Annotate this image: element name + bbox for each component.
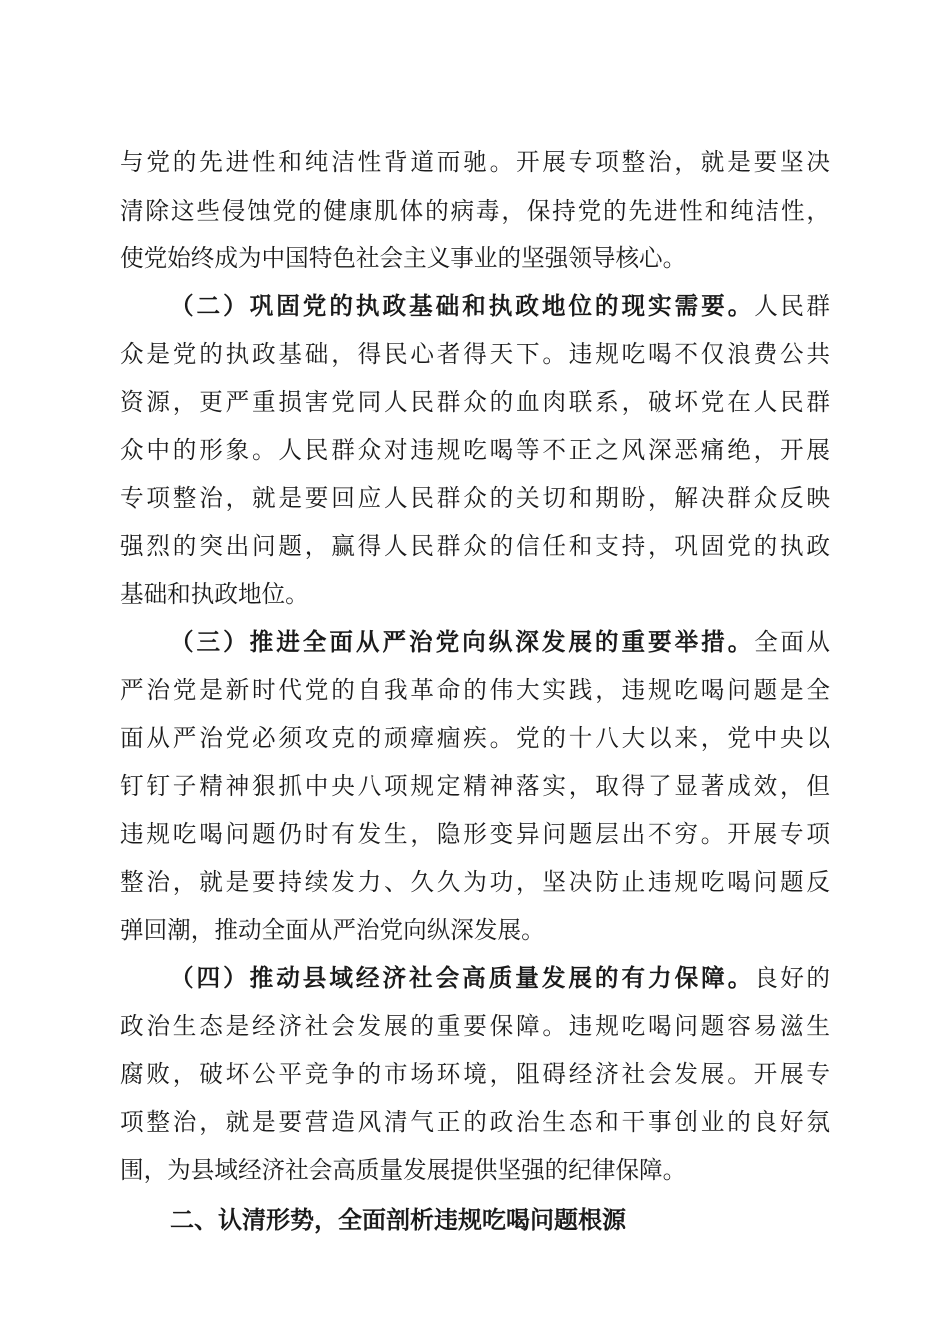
section-heading: 二、认清形势，全面剖析违规吃喝问题根源 bbox=[170, 1206, 626, 1234]
paragraph-line: 强烈的突出问题，赢得人民群众的信任和支持，巩固党的执政 bbox=[120, 532, 830, 560]
paragraph-text: 全面从 bbox=[754, 628, 830, 656]
paragraph-line: 众中的形象。人民群众对违规吃喝等不正之风深恶痛绝，开展 bbox=[120, 436, 830, 464]
paragraph-line: 弹回潮，推动全面从严治党向纵深发展。 bbox=[120, 916, 545, 944]
paragraph-line: 违规吃喝问题仍时有发生，隐形变异问题层出不穷。开展专项 bbox=[120, 820, 830, 848]
paragraph-first-line bbox=[170, 284, 830, 328]
paragraph-line: 资源，更严重损害党同人民群众的血肉联系，破坏党在人民群 bbox=[120, 388, 830, 416]
paragraph-line: 与党的先进性和纯洁性背道而驰。开展专项整治，就是要坚决 bbox=[120, 148, 830, 176]
paragraph-line: 严治党是新时代党的自我革命的伟大实践，违规吃喝问题是全 bbox=[120, 676, 830, 704]
paragraph-line: 基础和执政地位。 bbox=[120, 580, 309, 608]
paragraph-lead-heading: （四）推动县域经济社会高质量发展的有力保障。 bbox=[170, 964, 755, 992]
paragraph-line: 面从严治党必须攻克的顽瘴痼疾。党的十八大以来，党中央以 bbox=[120, 724, 830, 752]
paragraph-lead-heading: （三）推进全面从严治党向纵深发展的重要举措。 bbox=[170, 628, 755, 656]
paragraph-first-line bbox=[170, 956, 830, 1000]
paragraph-line: 使党始终成为中国特色社会主义事业的坚强领导核心。 bbox=[120, 244, 687, 272]
paragraph-line: 钉钉子精神狠抓中央八项规定精神落实，取得了显著成效，但 bbox=[120, 772, 830, 800]
paragraph-lead-heading: （二）巩固党的执政基础和执政地位的现实需要。 bbox=[170, 292, 755, 320]
paragraph-line: 政治生态是经济社会发展的重要保障。违规吃喝问题容易滋生 bbox=[120, 1012, 830, 1040]
paragraph-text: 良好的 bbox=[754, 964, 830, 992]
paragraph-line: 整治，就是要持续发力、久久为功，坚决防止违规吃喝问题反 bbox=[120, 868, 830, 896]
paragraph-first-line bbox=[170, 620, 830, 664]
paragraph-text: 人民群 bbox=[754, 292, 830, 320]
paragraph-line: 清除这些侵蚀党的健康肌体的病毒，保持党的先进性和纯洁性， bbox=[120, 197, 830, 225]
paragraph-line: 腐败，破坏公平竞争的市场环境，阻碍经济社会发展。开展专 bbox=[120, 1060, 830, 1088]
paragraph-line: 围，为县域经济社会高质量发展提供坚强的纪律保障。 bbox=[120, 1156, 687, 1184]
paragraph-line: 众是党的执政基础，得民心者得天下。违规吃喝不仅浪费公共 bbox=[120, 340, 830, 368]
paragraph-line: 专项整治，就是要回应人民群众的关切和期盼，解决群众反映 bbox=[120, 484, 830, 512]
paragraph-line: 项整治，就是要营造风清气正的政治生态和干事创业的良好氛 bbox=[120, 1108, 830, 1136]
